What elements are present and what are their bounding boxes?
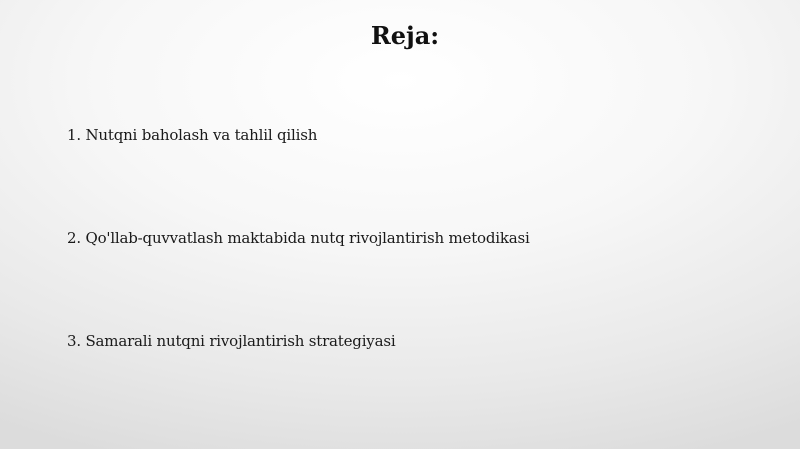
plan-item-3: 3. Samarali nutqni rivojlantirish strategiyasi bbox=[67, 332, 396, 350]
plan-item-1: 1. Nutqni baholash va tahlil qilish bbox=[67, 126, 318, 144]
slide-title: Reja: bbox=[370, 21, 440, 50]
plan-item-2: 2. Qo'llab-quvvatlash maktabida nutq rivojlantirish metodikasi bbox=[67, 229, 530, 247]
